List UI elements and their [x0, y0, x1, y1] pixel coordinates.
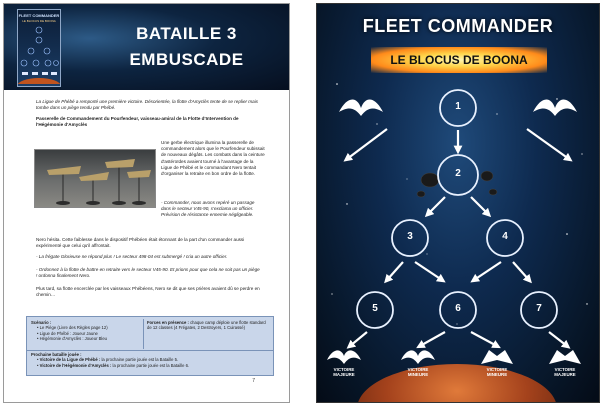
campaign-subtitle: LE BLOCUS DE BOONA: [371, 47, 547, 73]
officer-dialogue-paragraph: - Commander, nous avons repéré un passage dans le secteur V45-90, s'exclama un officier. Prévision de résistance ennemie négligeable.: [161, 200, 255, 218]
next-battle-section: Prochaine bataille jouée : • Victoire de la Ligue de Phébé : la prochaine partie jouée est la Bataille 5. • Victoire de l'Hégémonie d'Amyclès : la prochaine partie jouée est la Bataille 6.: [31, 352, 269, 368]
forces-label: Forces en présence :: [147, 320, 189, 325]
rulebook-page-left: [3, 3, 290, 403]
retreat-order-dialogue: - Ordonnez à la flotte de battre en retraite vers le secteur V45-90. Et prions pour que cela ne soit pas un piège ! ordonna finalement Nero.: [36, 267, 260, 279]
battle-node-2: 2: [455, 168, 461, 179]
victory-outcome-label: VICTOIRE MINEURE: [486, 367, 508, 377]
flowchart-diagram: [317, 4, 599, 402]
scene-subheading: Passerelle de Commandement du Pourfendeur, vaisseau-amiral de la Flotte d'Intervention de l'Hégémonie d'Amyclès: [36, 116, 239, 128]
battle-node-6: 6: [455, 303, 461, 314]
victory-outcome-label: VICTOIRE MAJEURE: [333, 367, 355, 377]
battle-number-heading: BATAILLE 3: [136, 24, 237, 43]
next-battle-result: la prochaine partie jouée est la Bataille 5.: [101, 357, 179, 363]
nero-paragraph: Nero hésita. Cette faiblesse dans le dispositif Phébéen était étonnant de la part d'un commander aussi expérimenté que celui qu'il affrontait.: [36, 237, 245, 249]
miniatures-photo: [34, 149, 156, 208]
scenario-item: Ligue de Phébé : Joueur Jaune: [39, 330, 98, 336]
frigate-dialogue: - La frégate Glorieuse ne répond plus ! Le secteur 498-04 est submergé ! cria un autre officier.: [36, 254, 228, 259]
cover-subtitle: LE BLOCUS DE BOONA: [22, 19, 56, 23]
battle-node-1: 1: [455, 101, 461, 112]
next-battle-condition: Victoire de la Ligue de Phébé :: [39, 357, 101, 363]
box-divider: [27, 350, 273, 351]
battle-node-5: 5: [372, 303, 378, 314]
forces-column: [147, 320, 269, 331]
scenario-item: Hégémonie d'Amyclès : Joueur Bleu: [39, 336, 108, 342]
battle-name-heading: EMBUSCADE: [129, 50, 244, 69]
page-banner: [4, 4, 289, 90]
narrative-column-paragraph: Une gerbe électrique illumina la passerelle de commandement alors que le Pourfendeur subissait de nouveaux dégâts. Les combats dans la ceinture d'astéroïdes avaient tourné à l'avantage de la Ligue de Phébé et le commandant Nero tentait d'organiser la retraite en bon ordre de la flotte.: [161, 140, 265, 177]
cover-diagram: [18, 24, 60, 84]
scenario-column: Scénario : • Le Piège (Livre des Règles page 12) • Ligue de Phébé : Joueur Jaune • Hégémonie d'Amyclès : Joueur Bleu: [31, 320, 139, 342]
scenario-item: Le Piège (Livre des Règles page 12): [39, 325, 108, 331]
scenario-box: [26, 316, 274, 376]
next-battle-result: la prochaine partie jouée est la Bataille 6.: [112, 362, 190, 368]
victory-outcome-label: VICTOIRE MAJEURE: [554, 367, 576, 377]
cover-title: FLEET COMMANDER: [18, 13, 60, 18]
cover-thumbnail: [17, 9, 61, 87]
intro-paragraph: La Ligue de Phébé a remporté une première victoire. Désorientée, la flotte d'Amyclès tente de se replier mais tombe dans un piège tendu par Phébé.: [36, 99, 259, 111]
battle-node-4: 4: [502, 231, 508, 242]
next-battle-condition: Victoire de l'Hégémonie d'Amyclès :: [39, 362, 112, 368]
battle-node-7: 7: [536, 303, 542, 314]
box-divider: [143, 319, 144, 349]
node-rings: [357, 90, 557, 328]
forces-text: chaque camp déploie une flotte standard de 12 classes (4 Frégates, 2 Destroyers, 1 Cuirassé): [147, 320, 266, 331]
closing-paragraph: Plus tard, sa flotte encerclée par les vaisseaux Phébéens, Nero se dit que ses prières avaient dû se perdre en chemin…: [36, 286, 260, 298]
battle-node-3: 3: [407, 231, 413, 242]
page-number: 7: [252, 378, 255, 384]
next-battle-heading: Prochaine bataille jouée :: [31, 352, 82, 357]
scenario-heading: Scénario :: [31, 320, 52, 325]
game-title: FLEET COMMANDER: [362, 16, 554, 36]
campaign-flowchart-page: [316, 3, 600, 403]
victory-outcome-label: VICTOIRE MINEURE: [407, 367, 429, 377]
